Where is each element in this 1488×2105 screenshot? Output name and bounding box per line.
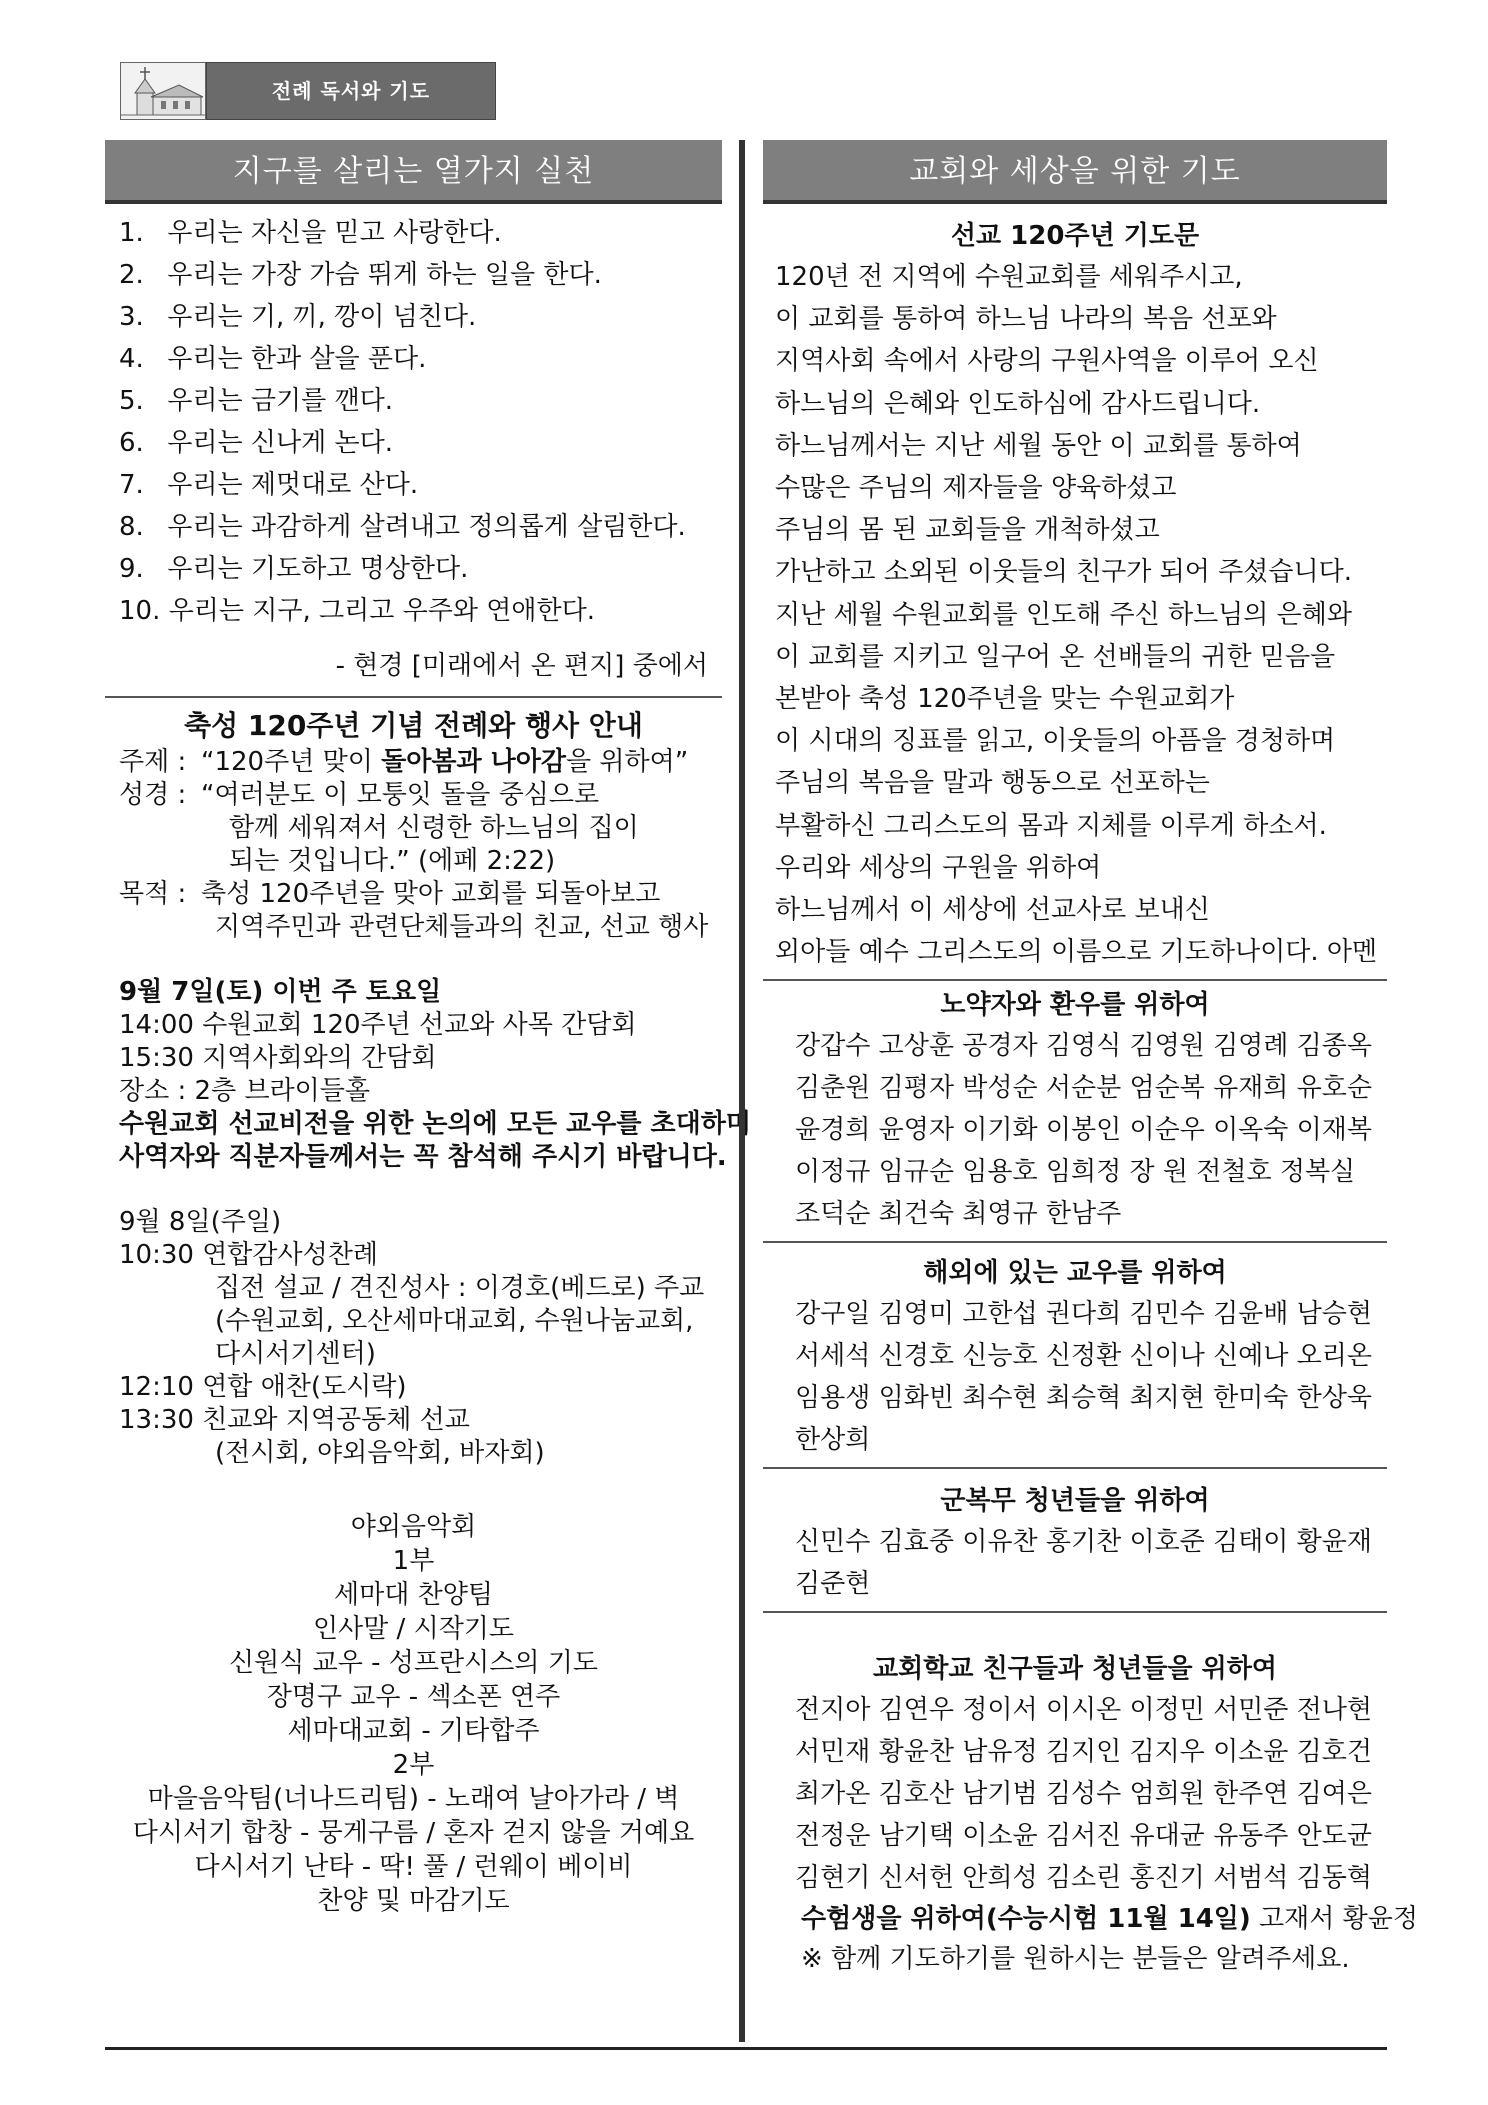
name-row: 이정규 임규순 임용호 임희정 장 원 전철호 정복실 [795, 1157, 1356, 1188]
name-row: 윤경희 윤영자 이기화 이봉인 이순우 이옥숙 이재복 [795, 1115, 1373, 1146]
name-row: 신민수 김효중 이유찬 홍기찬 이호준 김태이 황윤재 [795, 1527, 1373, 1558]
prayer-title: 선교 120주년 기도문 [950, 221, 1200, 251]
concert-item: 찬양 및 마감기도 [317, 1886, 510, 1916]
concert-part: 2부 [392, 1750, 435, 1780]
divider [105, 696, 722, 698]
name-row: 강구일 김영미 고한섭 권다희 김민수 김윤배 남승현 [795, 1299, 1373, 1330]
name-row: 김춘원 김평자 박성순 서순분 엄순복 유재희 유호순 [795, 1073, 1373, 1104]
list-item: 9. 우리는 기도하고 명상한다. [119, 554, 469, 584]
name-row: 최가온 김호산 남기범 김성수 엄희원 한주연 김여은 [795, 1779, 1373, 1810]
event-scripture-line: 되는 것입니다.” (에페 2:22) [229, 846, 556, 876]
divider [763, 1467, 1387, 1469]
prayer-body: 120년 전 지역에 수원교회를 세워주시고, 이 교회를 통하여 하느님 나라의 복음 선포와 지역사회 속에서 사랑의 구원사역을 이루어 오신 하느님의 은혜와 인도하심에 감사드립니다. 하느님께서는 지난 세월 동안 이 교회를 통하여 수많은 주님의 제자들을 양육하셨고 주님의 몸 된 교회들을 개척하셨고 가난하고 소외된 이웃들의 친구가 되어 주셨습니다. 지난 세월 수원교회를 인도해 주신 하느님의 은혜와 이 교회를 지키고 일구어 온 선배들의 귀한 믿음을 본받아 축성 120주년을 맞는 수원교회가 이 시대의 징표를 읽고, 이웃들의 아픔을 경청하며 주님의 복음을 말과 행동으로 선포하는 부활하신 그리스도의 몸과 지체를 이루게 하소서. 우리와 세상의 구원을 위하여 하느님께서 이 세상에 선교사로 보내신 외아들 예수 그리스도의 이름으로 기도하나이다. 아멘 [775, 262, 1378, 968]
list-item: 8. 우리는 과감하게 살려내고 정의롭게 살림한다. [119, 512, 686, 542]
event-scripture-line: 함께 세워져서 신령한 하느님의 집이 [229, 813, 639, 843]
day2-title: 9월 8일(주일) [119, 1207, 282, 1237]
day1-title: 9월 7일(토) 이번 주 토요일 [119, 977, 442, 1007]
name-row: 서민재 황윤찬 남유정 김지인 김지우 이소윤 김호건 [795, 1737, 1373, 1768]
concert-part: 1부 [392, 1546, 435, 1576]
exam-prayer: 수험생을 위하여(수능시험 11월 14일) 고재서 황윤정 [801, 1904, 1419, 1935]
list-item: 1. 우리는 자신을 믿고 사랑한다. [119, 218, 502, 248]
practices-source: - 현경 [미래에서 온 편지] 중에서 [335, 651, 708, 681]
concert-item: 다시서기 합창 - 뭉게구름 / 혼자 걷지 않을 거예요 [132, 1818, 695, 1848]
practices-list [119, 212, 722, 632]
day2-line: 13:30 친교와 지역공동체 선교 [119, 1405, 470, 1435]
list-item: 6. 우리는 신나게 논다. [119, 428, 393, 458]
day2-sub: 다시서기센터) [215, 1339, 376, 1369]
right-column [763, 140, 1419, 1979]
left-column [105, 140, 751, 1918]
event-scripture: 성경 : “여러분도 이 모퉁잇 돌을 중심으로 [119, 780, 600, 810]
page-header [120, 62, 496, 120]
list-item: 7. 우리는 제멋대로 산다. [119, 470, 419, 500]
day2-sub: (수원교회, 오산세마대교회, 수원나눔교회, [215, 1306, 694, 1336]
military-title: 군복무 청년들을 위하여 [940, 1486, 1210, 1517]
event-title: 축성 120주년 기념 전례와 행사 안내 [184, 709, 643, 742]
practices-title: 지구를 살리는 열가지 실천 [105, 140, 722, 204]
event-purpose-line: 지역주민과 관련단체들과의 친교, 선교 행사 [215, 912, 709, 942]
header-label: 전례 독서와 기도 [206, 62, 496, 120]
name-row: 임용생 임화빈 최수현 최승혁 최지현 한미숙 한상욱 [795, 1383, 1373, 1414]
day1-notice: 사역자와 직분자들께서는 꼭 참석해 주시기 바랍니다. [119, 1142, 727, 1172]
concert-item: 인사말 / 시작기도 [312, 1614, 515, 1644]
church-icon [120, 62, 206, 120]
name-row: 한상희 [795, 1425, 871, 1456]
concert-title: 야외음악회 [350, 1512, 477, 1542]
day2-sub: 집전 설교 / 견진성사 : 이경호(베드로) 주교 [215, 1273, 705, 1303]
day2-sub: (전시회, 야외음악회, 바자회) [215, 1438, 545, 1468]
concert-item: 세마대 찬양팀 [334, 1580, 493, 1610]
youth-title: 교회학교 친구들과 청년들을 위하여 [873, 1654, 1277, 1685]
concert-item: 다시서기 난타 - 딱! 풀 / 런웨이 베이비 [194, 1852, 633, 1882]
name-row: 김현기 신서헌 안희성 김소린 홍진기 서범석 김동혁 [795, 1863, 1373, 1894]
prayers-title: 교회와 세상을 위한 기도 [763, 140, 1387, 204]
day2-line: 10:30 연합감사성찬례 [119, 1240, 379, 1270]
name-row: 조덕순 최건숙 최영규 한남주 [795, 1199, 1122, 1230]
overseas-title: 해외에 있는 교우를 위하여 [923, 1258, 1227, 1289]
name-row: 전정운 남기택 이소윤 김서진 유대균 유동주 안도균 [795, 1821, 1373, 1852]
divider [763, 1241, 1387, 1243]
day2-line: 12:10 연합 애찬(도시락) [119, 1372, 407, 1402]
list-item: 5. 우리는 금기를 깬다. [119, 386, 393, 416]
column-divider [739, 140, 745, 2042]
day1-line: 14:00 수원교회 120주년 선교와 사목 간담회 [119, 1010, 637, 1040]
list-item: 4. 우리는 한과 살을 푼다. [119, 344, 427, 374]
concert-item: 세마대교회 - 기타합주 [287, 1716, 540, 1746]
day1-notice: 수원교회 선교비전을 위한 논의에 모든 교우를 초대하며 [119, 1109, 751, 1139]
event-purpose: 목적 : 축성 120주년을 맞아 교회를 되돌아보고 [119, 879, 661, 909]
list-item: 2. 우리는 가장 가슴 뛰게 하는 일을 한다. [119, 260, 602, 290]
prayer-request-note: ※ 함께 기도하기를 원하시는 분들은 알려주세요. [801, 1944, 1350, 1975]
day1-line: 장소 : 2층 브라이들홀 [119, 1076, 371, 1106]
concert-item: 장명구 교우 - 섹소폰 연주 [266, 1682, 561, 1712]
concert-item: 마을음악팀(너나드리팀) - 노래여 날아가라 / 벽 [147, 1784, 680, 1814]
name-row: 서세석 신경호 신능호 신정환 신이나 신예나 오리온 [795, 1341, 1373, 1372]
name-row: 김준현 [795, 1569, 871, 1600]
divider [763, 1611, 1387, 1613]
concert-item: 신원식 교우 - 성프란시스의 기도 [229, 1648, 598, 1678]
event-theme: 주제 : “120주년 맞이 돌아봄과 나아감을 위하여” [119, 747, 689, 777]
bottom-rule [105, 2047, 1387, 2050]
day1-line: 15:30 지역사회와의 간담회 [119, 1043, 437, 1073]
name-row: 강갑수 고상훈 공경자 김영식 김영원 김영례 김종옥 [795, 1031, 1373, 1062]
elderly-title: 노약자와 환우를 위하여 [940, 990, 1210, 1021]
divider [763, 979, 1387, 981]
list-item: 10. 우리는 지구, 그리고 우주와 연애한다. [119, 596, 595, 626]
list-item: 3. 우리는 기, 끼, 깡이 넘친다. [119, 302, 477, 332]
name-row: 전지아 김연우 정이서 이시온 이정민 서민준 전나현 [795, 1695, 1373, 1726]
